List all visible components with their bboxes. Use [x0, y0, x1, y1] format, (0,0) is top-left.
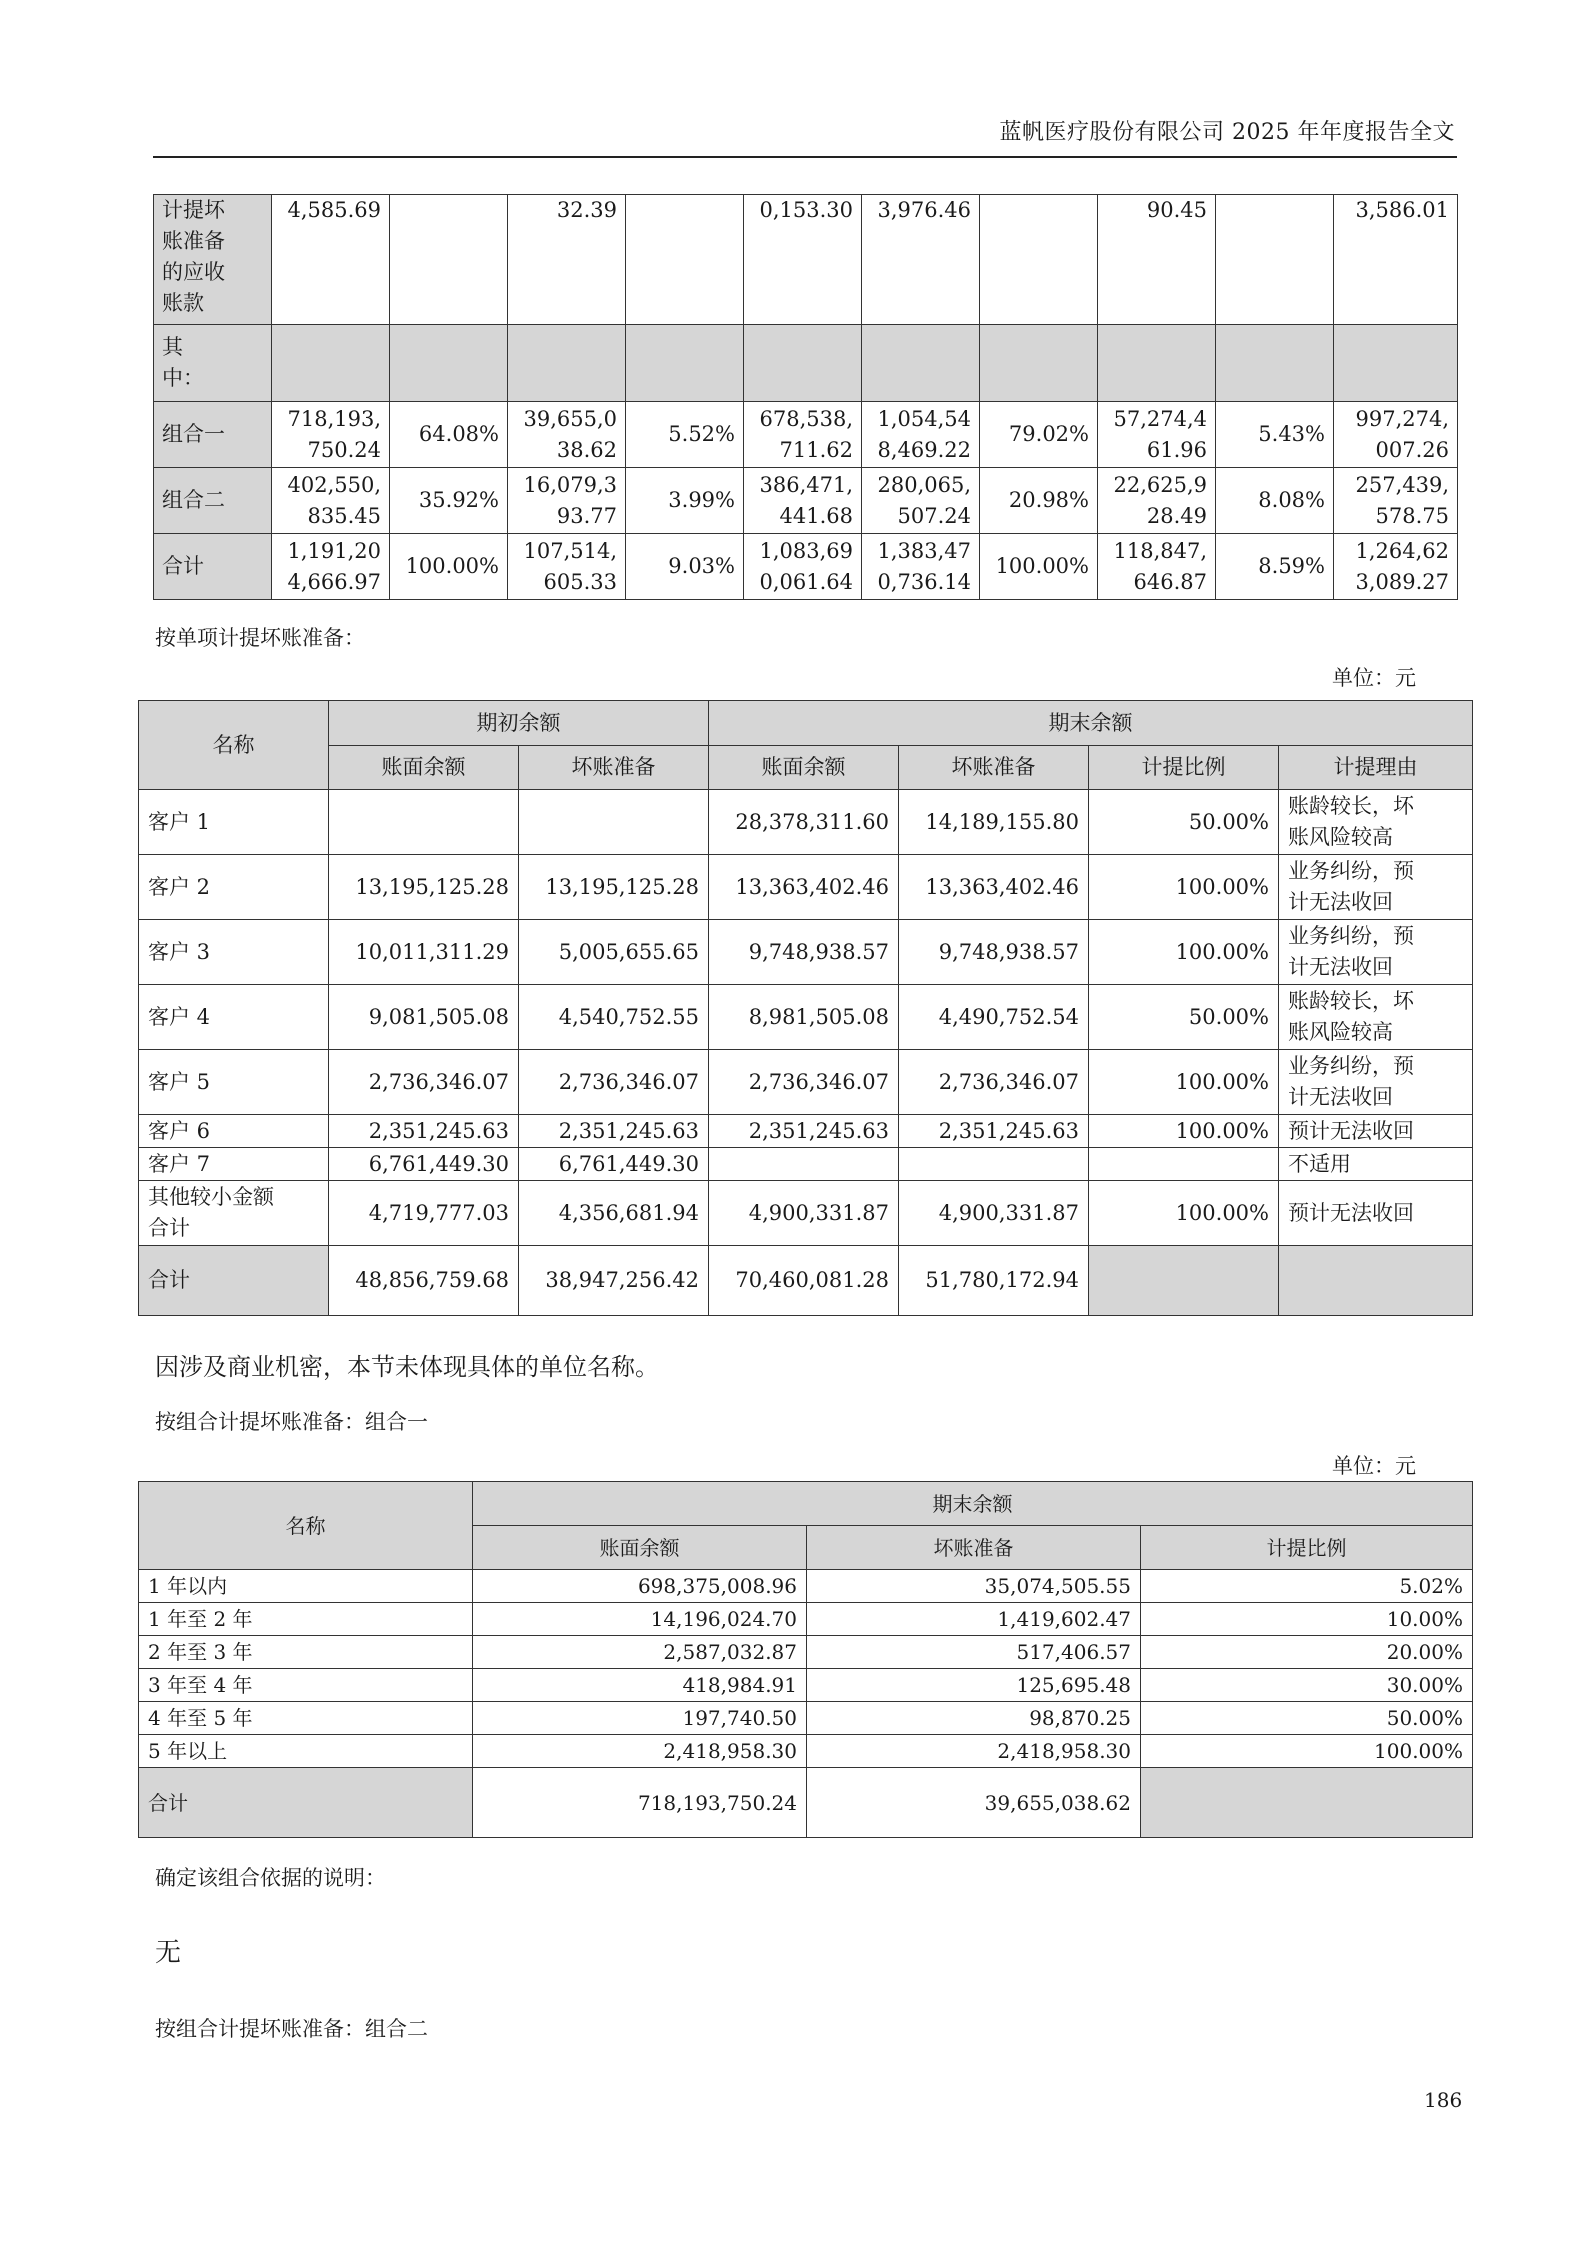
table-cell: 6,761,449.30 [329, 1148, 519, 1181]
table-cell: 2,418,958.30 [473, 1735, 807, 1768]
table-cell: 100.00% [1089, 1115, 1279, 1148]
col-closing-header: 期末余额 [473, 1482, 1473, 1526]
table-row [139, 1636, 1473, 1669]
table-cell: 35.92% [390, 468, 508, 534]
table-cell: 1,264,62 3,089.27 [1334, 534, 1458, 600]
table-cell [519, 790, 709, 855]
row-label: 1 年以内 [139, 1570, 473, 1603]
table-cell: 8.59% [1216, 534, 1334, 600]
table-cell [709, 1148, 899, 1181]
section-group2-title: 按组合计提坏账准备：组合二 [155, 2017, 428, 2041]
table-cell: 718,193,750.24 [473, 1768, 807, 1838]
table-cell: 14,196,024.70 [473, 1603, 807, 1636]
table-cell: 16,079,3 93.77 [508, 468, 626, 534]
subheader: 账面余额 [709, 746, 899, 790]
table-cell: 2,351,245.63 [899, 1115, 1089, 1148]
table-cell: 2,351,245.63 [519, 1115, 709, 1148]
table-cell: 698,375,008.96 [473, 1570, 807, 1603]
table-cell [390, 195, 508, 325]
page-number: 186 [1424, 2088, 1463, 2112]
subheader: 坏账准备 [519, 746, 709, 790]
table-cell: 197,740.50 [473, 1702, 807, 1735]
row-label: 客户 1 [139, 790, 329, 855]
table-cell: 4,540,752.55 [519, 985, 709, 1050]
table-cell: 账龄较长，坏 账风险较高 [1279, 985, 1473, 1050]
table-cell: 51,780,172.94 [899, 1246, 1089, 1316]
table-row [154, 325, 1458, 402]
row-label: 组合二 [154, 468, 272, 534]
table-cell: 2,736,346.07 [519, 1050, 709, 1115]
row-label: 客户 3 [139, 920, 329, 985]
row-label: 1 年至 2 年 [139, 1603, 473, 1636]
table-cell: 1,419,602.47 [807, 1603, 1141, 1636]
subheader: 坏账准备 [899, 746, 1089, 790]
row-label: 客户 5 [139, 1050, 329, 1115]
table-row [154, 468, 1458, 534]
table-cell [744, 325, 862, 402]
table-cell: 2,736,346.07 [329, 1050, 519, 1115]
table-cell: 4,356,681.94 [519, 1181, 709, 1246]
table-cell: 50.00% [1089, 985, 1279, 1050]
table-cell: 280,065, 507.24 [862, 468, 980, 534]
table-row [154, 402, 1458, 468]
page-header [153, 112, 1457, 158]
table-cell: 13,195,125.28 [519, 855, 709, 920]
table-cell: 718,193, 750.24 [272, 402, 390, 468]
row-label: 其 中： [154, 325, 272, 402]
basis-value: 无 [155, 1938, 182, 1968]
subheader: 坏账准备 [807, 1526, 1141, 1570]
subheader: 计提比例 [1141, 1526, 1473, 1570]
table-cell: 8.08% [1216, 468, 1334, 534]
section-group1-title: 按组合计提坏账准备：组合一 [155, 1410, 428, 1434]
row-label: 合计 [139, 1768, 473, 1838]
row-label: 合计 [154, 534, 272, 600]
table-cell [329, 790, 519, 855]
table-cell: 9,081,505.08 [329, 985, 519, 1050]
table-cell: 98,870.25 [807, 1702, 1141, 1735]
table-cell: 418,984.91 [473, 1669, 807, 1702]
table-cell: 517,406.57 [807, 1636, 1141, 1669]
table-cell: 预计无法收回 [1279, 1181, 1473, 1246]
table-row [139, 1570, 1473, 1603]
row-label: 3 年至 4 年 [139, 1669, 473, 1702]
table-cell: 100.00% [1089, 1181, 1279, 1246]
table-cell [508, 325, 626, 402]
table-row [154, 534, 1458, 600]
table-cell: 35,074,505.55 [807, 1570, 1141, 1603]
table-cell: 3,586.01 [1334, 195, 1458, 325]
subheader: 账面余额 [329, 746, 519, 790]
subheader: 账面余额 [473, 1526, 807, 1570]
table-cell: 不适用 [1279, 1148, 1473, 1181]
table-cell: 9,748,938.57 [899, 920, 1089, 985]
table-cell: 10.00% [1141, 1603, 1473, 1636]
table-cell: 39,655,038.62 [807, 1768, 1141, 1838]
table-cell [1334, 325, 1458, 402]
table-cell: 28,378,311.60 [709, 790, 899, 855]
table-cell: 100.00% [980, 534, 1098, 600]
table-cell: 64.08% [390, 402, 508, 468]
table-cell: 50.00% [1141, 1702, 1473, 1735]
table-cell: 386,471, 441.68 [744, 468, 862, 534]
confidentiality-note: 因涉及商业机密，本节未体现具体的单位名称。 [155, 1353, 659, 1381]
table-cell: 2,587,032.87 [473, 1636, 807, 1669]
table-cell: 4,719,777.03 [329, 1181, 519, 1246]
col-opening-header: 期初余额 [329, 701, 709, 746]
table-cell: 5.02% [1141, 1570, 1473, 1603]
table-cell: 2,736,346.07 [709, 1050, 899, 1115]
row-label: 组合一 [154, 402, 272, 468]
table-cell: 14,189,155.80 [899, 790, 1089, 855]
table-cell: 13,195,125.28 [329, 855, 519, 920]
table-cell: 0,153.30 [744, 195, 862, 325]
table-cell [899, 1148, 1089, 1181]
table-cell [626, 195, 744, 325]
row-label: 计提坏 账准备 的应收 账款 [154, 195, 272, 325]
table-row [139, 1735, 1473, 1768]
table-cell: 8,981,505.08 [709, 985, 899, 1050]
table-cell: 预计无法收回 [1279, 1115, 1473, 1148]
table-cell: 50.00% [1089, 790, 1279, 855]
table-cell: 2,351,245.63 [709, 1115, 899, 1148]
table-cell [626, 325, 744, 402]
table-cell [980, 325, 1098, 402]
basis-title: 确定该组合依据的说明： [155, 1866, 386, 1890]
total-row [139, 1246, 1473, 1316]
table-row [139, 1603, 1473, 1636]
table-row [139, 1148, 1473, 1181]
table-cell: 13,363,402.46 [899, 855, 1089, 920]
table-cell: 100.00% [1089, 1050, 1279, 1115]
table-cell: 107,514, 605.33 [508, 534, 626, 600]
table-cell [1216, 195, 1334, 325]
table-cell: 48,856,759.68 [329, 1246, 519, 1316]
col-name-header: 名称 [139, 1482, 473, 1570]
table-cell: 32.39 [508, 195, 626, 325]
col-name-header: 名称 [139, 701, 329, 790]
table-cell: 2,351,245.63 [329, 1115, 519, 1148]
row-label: 4 年至 5 年 [139, 1702, 473, 1735]
bad-debt-category-table [153, 194, 1458, 600]
table-cell: 257,439, 578.75 [1334, 468, 1458, 534]
table-cell: 2,418,958.30 [807, 1735, 1141, 1768]
table-row [139, 1181, 1473, 1246]
table-cell: 90.45 [1098, 195, 1216, 325]
empty-cell [1089, 1246, 1279, 1316]
table-cell: 业务纠纷，预 计无法收回 [1279, 855, 1473, 920]
table-cell: 79.02% [980, 402, 1098, 468]
table-cell: 39,655,0 38.62 [508, 402, 626, 468]
group1-aging-table [138, 1481, 1473, 1838]
single-provision-table [138, 700, 1473, 1316]
table-cell: 6,761,449.30 [519, 1148, 709, 1181]
table-cell: 1,191,20 4,666.97 [272, 534, 390, 600]
table-cell: 118,847, 646.87 [1098, 534, 1216, 600]
table-cell: 1,383,47 0,736.14 [862, 534, 980, 600]
table-cell: 20.00% [1141, 1636, 1473, 1669]
unit-label: 单位：元 [1332, 1454, 1416, 1478]
row-label: 2 年至 3 年 [139, 1636, 473, 1669]
section-single-provision-title: 按单项计提坏账准备： [155, 626, 365, 650]
table-cell: 5.52% [626, 402, 744, 468]
table-cell: 30.00% [1141, 1669, 1473, 1702]
row-label: 其他较小金额 合计 [139, 1181, 329, 1246]
table-cell: 账龄较长，坏 账风险较高 [1279, 790, 1473, 855]
empty-cell [1279, 1246, 1473, 1316]
table-cell: 1,083,69 0,061.64 [744, 534, 862, 600]
table-cell: 9.03% [626, 534, 744, 600]
table-row [139, 855, 1473, 920]
row-label: 5 年以上 [139, 1735, 473, 1768]
table-cell: 3.99% [626, 468, 744, 534]
unit-label: 单位：元 [1332, 666, 1416, 690]
table-cell: 4,900,331.87 [709, 1181, 899, 1246]
total-row [139, 1768, 1473, 1838]
table-cell: 70,460,081.28 [709, 1246, 899, 1316]
table-cell: 402,550, 835.45 [272, 468, 390, 534]
row-label: 客户 4 [139, 985, 329, 1050]
table-row [139, 920, 1473, 985]
row-label: 客户 7 [139, 1148, 329, 1181]
table-cell [272, 325, 390, 402]
table-cell: 38,947,256.42 [519, 1246, 709, 1316]
table-cell: 22,625,9 28.49 [1098, 468, 1216, 534]
row-label: 合计 [139, 1246, 329, 1316]
table-cell: 4,490,752.54 [899, 985, 1089, 1050]
table-cell [862, 325, 980, 402]
table-cell: 5,005,655.65 [519, 920, 709, 985]
table-row [139, 790, 1473, 855]
table-cell: 997,274, 007.26 [1334, 402, 1458, 468]
table-row [139, 985, 1473, 1050]
table-row [139, 1115, 1473, 1148]
table-cell: 100.00% [1089, 920, 1279, 985]
table-row [139, 1702, 1473, 1735]
row-label: 客户 6 [139, 1115, 329, 1148]
table-cell: 100.00% [1141, 1735, 1473, 1768]
table-cell: 100.00% [390, 534, 508, 600]
table-cell: 678,538, 711.62 [744, 402, 862, 468]
col-closing-header: 期末余额 [709, 701, 1473, 746]
subheader: 计提比例 [1089, 746, 1279, 790]
table-row [139, 1050, 1473, 1115]
table-cell: 5.43% [1216, 402, 1334, 468]
table-row [139, 1669, 1473, 1702]
empty-cell [1141, 1768, 1473, 1838]
table-cell [1089, 1148, 1279, 1181]
report-title: 蓝帆医疗股份有限公司 2025 年年度报告全文 [999, 120, 1455, 145]
table-cell: 4,585.69 [272, 195, 390, 325]
table-cell: 125,695.48 [807, 1669, 1141, 1702]
table-cell: 10,011,311.29 [329, 920, 519, 985]
table-cell: 57,274,4 61.96 [1098, 402, 1216, 468]
table-cell [980, 195, 1098, 325]
table-cell: 20.98% [980, 468, 1098, 534]
table-cell: 4,900,331.87 [899, 1181, 1089, 1246]
row-label: 客户 2 [139, 855, 329, 920]
table-cell: 业务纠纷，预 计无法收回 [1279, 920, 1473, 985]
table-cell [1098, 325, 1216, 402]
table-cell: 3,976.46 [862, 195, 980, 325]
table-cell [1216, 325, 1334, 402]
table-row [154, 195, 1458, 325]
table-cell: 业务纠纷，预 计无法收回 [1279, 1050, 1473, 1115]
table-cell: 1,054,54 8,469.22 [862, 402, 980, 468]
table-cell: 100.00% [1089, 855, 1279, 920]
subheader: 计提理由 [1279, 746, 1473, 790]
table-cell: 2,736,346.07 [899, 1050, 1089, 1115]
table-cell: 9,748,938.57 [709, 920, 899, 985]
table-cell: 13,363,402.46 [709, 855, 899, 920]
table-cell [390, 325, 508, 402]
